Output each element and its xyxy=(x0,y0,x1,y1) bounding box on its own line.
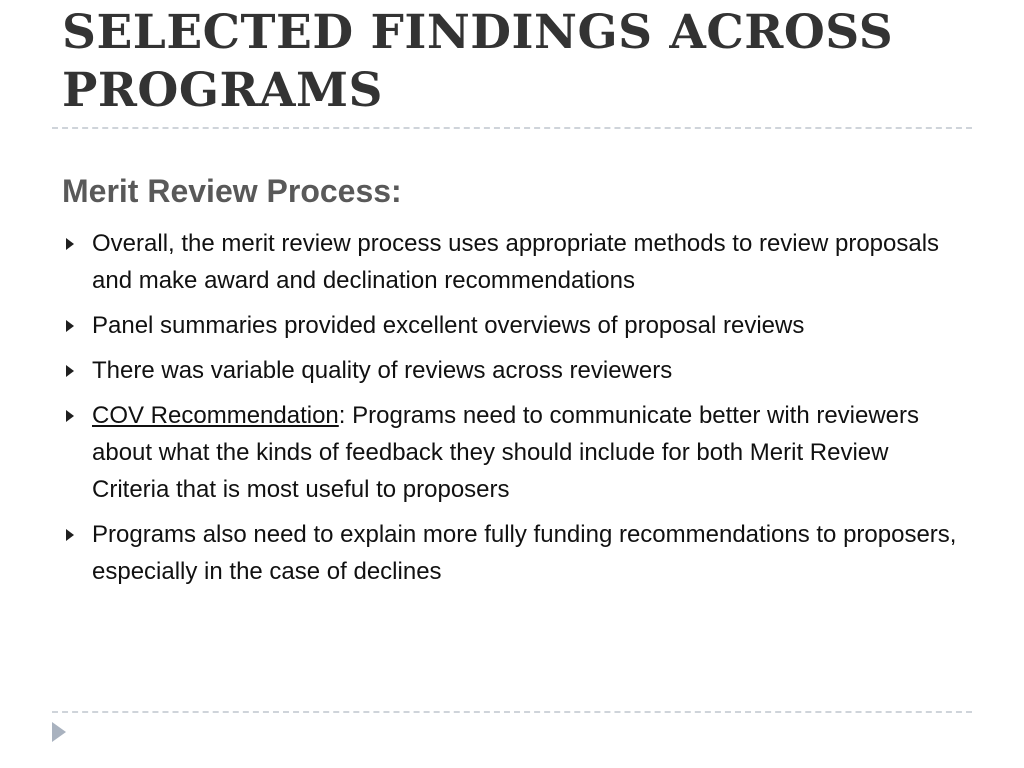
bullet-item xyxy=(62,516,972,590)
bullet-item xyxy=(62,307,972,344)
triangle-right-icon xyxy=(66,529,74,541)
bullet-text: Overall, the merit review process uses appropriate methods to review proposals and make award and declination recommendations xyxy=(92,230,940,294)
section-heading: Merit Review Process: xyxy=(62,173,402,209)
triangle-right-icon xyxy=(66,238,74,250)
triangle-right-icon xyxy=(66,365,74,377)
bullet-text: Programs also need to explain more fully funding recommendations to proposers, especially in the case of declines xyxy=(92,521,957,585)
bullet-item xyxy=(62,397,972,508)
bullet-item xyxy=(62,352,972,389)
bottom-divider xyxy=(52,711,972,713)
play-arrow-icon[interactable] xyxy=(52,722,66,742)
bullet-text: Panel summaries provided excellent overviews of proposal reviews xyxy=(92,312,805,339)
triangle-right-icon xyxy=(66,320,74,332)
bullet-label: COV Recommendation xyxy=(92,402,339,429)
slide-title: SELECTED FINDINGS ACROSS PROGRAMS xyxy=(62,5,894,118)
bullet-item xyxy=(62,225,972,299)
bullet-text: There was variable quality of reviews across reviewers xyxy=(92,357,673,384)
top-divider xyxy=(52,127,972,129)
bullet-text: : Programs need to communicate better with reviewers about what the kinds of feedback they should include for both Merit Review Criteria that is most useful to proposers xyxy=(92,402,920,503)
triangle-right-icon xyxy=(66,410,74,422)
bullet-list xyxy=(62,225,972,598)
